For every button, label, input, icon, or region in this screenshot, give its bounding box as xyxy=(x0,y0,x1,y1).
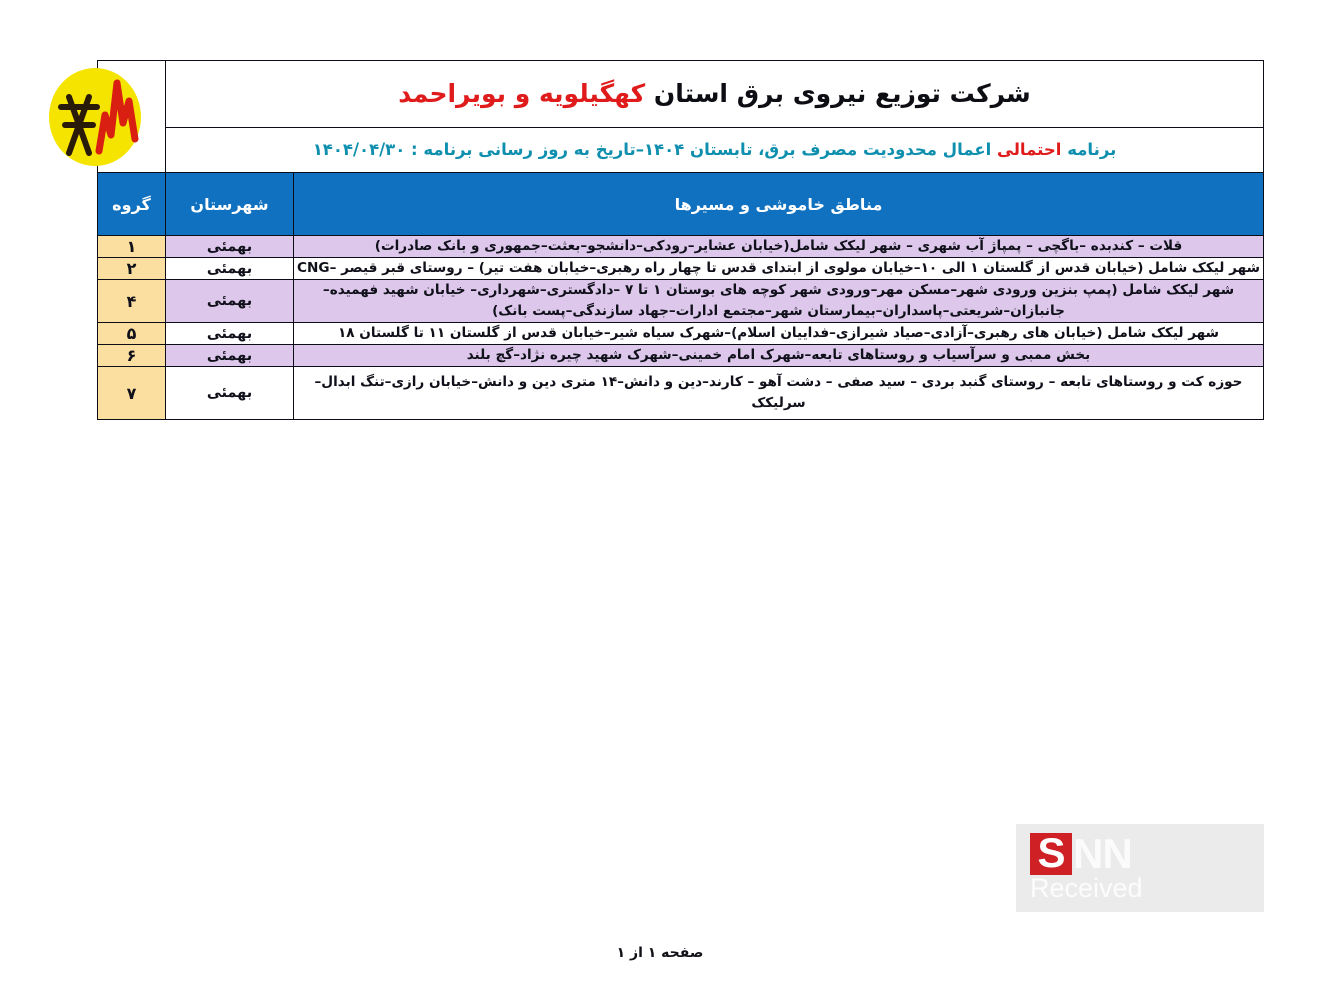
page-number-label: صفحه ۱ از ۱ xyxy=(616,945,704,961)
subtitle-rest: اعمال محدودیت مصرف برق، تابستان ۱۴۰۴–تاریخ به روز رسانی برنامه : ۱۴۰۴/۰۴/۳۰ xyxy=(312,139,998,159)
cell-group: ۷ xyxy=(98,367,166,420)
cell-county: بهمئی xyxy=(166,367,294,420)
column-header-routes: مناطق خاموشی و مسیرها xyxy=(294,173,1264,236)
program-subtitle xyxy=(166,141,1263,160)
masthead-title-row xyxy=(98,61,1264,128)
column-header-group: گروه xyxy=(98,173,166,236)
table-header-row xyxy=(98,173,1264,236)
table-row xyxy=(98,367,1264,420)
company-title xyxy=(166,80,1263,109)
table-row xyxy=(98,323,1264,345)
page-footer xyxy=(0,945,1320,961)
cell-group: ۵ xyxy=(98,323,166,345)
cell-county: بهمئی xyxy=(166,345,294,367)
table-row xyxy=(98,345,1264,367)
snn-logo xyxy=(1030,829,1132,877)
cell-group: ۱ xyxy=(98,236,166,258)
snn-watermark xyxy=(1016,824,1264,912)
column-header-county: شهرستان xyxy=(166,173,294,236)
company-logo-icon xyxy=(25,65,165,169)
cell-county: بهمئی xyxy=(166,258,294,280)
cell-routes: قلات – کندبده –باگچی – پمپاژ آب شهری – شهر لیکک شامل(خیابان عشایر–رودکی–دانشجو–بعثت–جمهوری و بانک صادرات) xyxy=(294,236,1264,258)
cell-group: ۲ xyxy=(98,258,166,280)
cell-routes: شهر لیکک شامل (خیابان های رهبری–آزادی–صیاد شیرازی–فداییان اسلام)–شهرک سیاه شیر–خیابان قدس از گلستان ۱۱ تا گلستان ۱۸ xyxy=(294,323,1264,345)
masthead-title-cell xyxy=(166,61,1264,128)
masthead-subtitle-row xyxy=(98,128,1264,173)
masthead-subtitle-cell xyxy=(166,128,1264,173)
company-title-black: شرکت توزیع نیروی برق استان xyxy=(645,78,1031,108)
outage-schedule-table xyxy=(97,60,1264,420)
cell-county: بهمئی xyxy=(166,323,294,345)
snn-nn-text: NN xyxy=(1073,830,1132,877)
cell-group: ۴ xyxy=(98,280,166,323)
logo-cell xyxy=(98,61,166,173)
cell-routes: شهر لیکک شامل (خیابان قدس از گلستان ۱ الی ۱۰–خیابان مولوی از ابتدای قدس تا چهار راه رهبری–خیابان هفت تیر) – روستای قبر قیصر –CNG xyxy=(294,258,1264,280)
snn-s-mark: S xyxy=(1030,833,1072,875)
cell-county: بهمئی xyxy=(166,236,294,258)
subtitle-probable: احتمالی xyxy=(997,139,1062,159)
cell-county: بهمئی xyxy=(166,280,294,323)
table-row xyxy=(98,258,1264,280)
table-row xyxy=(98,280,1264,323)
snn-received-caption: Received xyxy=(1030,873,1143,903)
cell-routes: حوزه کت و روستاهای تابعه – روستای گنبد بردی – سید صفی – دشت آهو – کارند–دین و دانش–۱۴ متری دین و دانش–خیابان رازی–تنگ ابدال–سرلیکک xyxy=(294,367,1264,420)
cell-routes: شهر لیکک شامل (پمپ بنزین ورودی شهر–مسکن مهر–ورودی شهر کوچه های بوستان ۱ تا ۷ –دادگستری–شهرداری– خیابان شهید فهمیده–جانبازان–شریعتی–پاسداران–بیمارستان شهر–مجتمع ادارات–جهاد سازندگی–پست بانک) xyxy=(294,280,1264,323)
cell-group: ۶ xyxy=(98,345,166,367)
table-row xyxy=(98,236,1264,258)
subtitle-lead: برنامه xyxy=(1061,139,1117,159)
cell-routes: بخش ممبی و سرآسیاب و روستاهای تابعه–شهرک امام خمینی–شهرک شهید چیره نژاد–گچ بلند xyxy=(294,345,1264,367)
company-title-province: کهگیلویه و بویراحمد xyxy=(398,78,646,108)
